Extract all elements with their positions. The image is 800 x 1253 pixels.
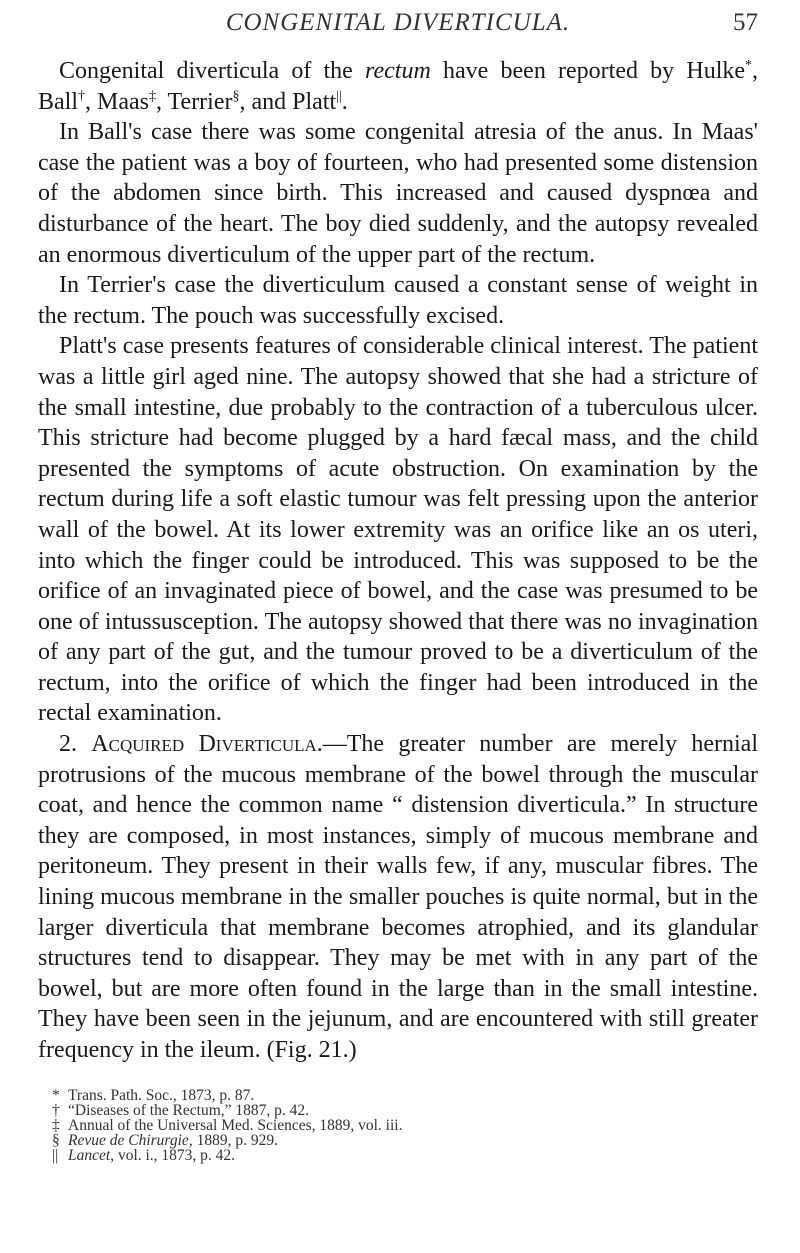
footnote: || Lancet, vol. i., 1873, p. 42. bbox=[52, 1147, 236, 1165]
footnote-mark: † bbox=[52, 1101, 60, 1119]
body-text bbox=[38, 56, 758, 1066]
paragraph-ball-maas: In Ball's case there was some congenital atresia of the anus. In Maas' case the patient was a boy of fourteen, who had presented some distension of the abdomen since birth. This increased and caused dyspnœa and disturbance of the heart. The boy died suddenly, and the autopsy revealed an enormous diverticulum of the upper part of the rectum. bbox=[38, 119, 758, 268]
footnote: § Revue de Chirurgie, 1889, p. 929. bbox=[52, 1132, 278, 1150]
book-page bbox=[38, 8, 758, 1164]
paragraph-platt: Platt's case presents features of considerable clinical interest. The patient was a little girl aged nine. The autopsy showed that she had a stricture of the small intestine, due probably to the contraction of a tuberculous ulcer. This stricture had become plugged by a hard fæcal mass, and the child presented the symptoms of acute obstruction. On examination by the rectum during life a soft elastic tumour was felt pressing upon the anterior wall of the bowel. At its lower extremity was an orifice like an os uteri, into which the finger could be introduced. This was supposed to be the orifice of an invaginated piece of bowel, and the case was presumed to be one of intussusception. The autopsy showed that there was no invagination of any part of the gut, and the tumour proved to be a diverticulum of the rectum, into the orifice of which the finger had been introduced in the rectal examination. bbox=[38, 333, 758, 727]
footnote-ref[interactable]: § bbox=[232, 88, 240, 104]
footnote-mark: ‡ bbox=[52, 1117, 60, 1134]
footnote: ‡ Annual of the Universal Med. Sciences, 1889, vol. iii. bbox=[52, 1117, 403, 1134]
footnote-mark: || bbox=[52, 1147, 59, 1165]
paragraph-acquired-diverticula: 2. Acquired Diverticula.—The greater number are merely hernial protrusions of the mucous membrane of the bowel through the muscular coat, and hence the common name “ distension diverticula.” In structure they are composed, in most instances, simply of mucous membrane and peritoneum. They present in their walls few, if any, muscular fibres. The lining mucous membrane in the smaller pouches is quite normal, but in the larger diverticula that membrane becomes atrophied, and its glandular structures tend to disappear. They may be met with in any part of the bowel, but are more often found in the large than in the small intestine. They have been seen in the jejunum, and are encountered with still greater frequency in the ileum. (Fig. 21.) bbox=[38, 731, 759, 1063]
running-title: CONGENITAL DIVERTICULA. bbox=[225, 9, 571, 36]
footnote-ref[interactable]: † bbox=[78, 88, 85, 104]
footnote-ref[interactable]: || bbox=[336, 88, 342, 104]
paragraph-intro: Congenital diverticula of the rectum have been reported by Hulke*, Ball†, Maas‡, Terrier§, and Platt||. bbox=[38, 58, 759, 115]
italic-term: rectum bbox=[365, 58, 431, 84]
page-number: 57 bbox=[733, 9, 758, 36]
paragraph-terrier: In Terrier's case the diverticulum caused a constant sense of weight in the rectum. The pouch was successfully excised. bbox=[38, 272, 758, 329]
section-heading: Acquired Diverticula. bbox=[91, 731, 323, 758]
footnote-mark: § bbox=[52, 1132, 60, 1150]
footnote-ref[interactable]: ‡ bbox=[148, 88, 156, 104]
footnote-ref[interactable]: * bbox=[745, 58, 753, 73]
footnote: * Trans. Path. Soc., 1873, p. 87. bbox=[52, 1086, 255, 1104]
footnote-mark: * bbox=[52, 1086, 60, 1104]
footnotes bbox=[38, 1088, 758, 1164]
footnote: † “Diseases of the Rectum,” 1887, p. 42. bbox=[52, 1101, 310, 1119]
running-head bbox=[38, 8, 758, 38]
